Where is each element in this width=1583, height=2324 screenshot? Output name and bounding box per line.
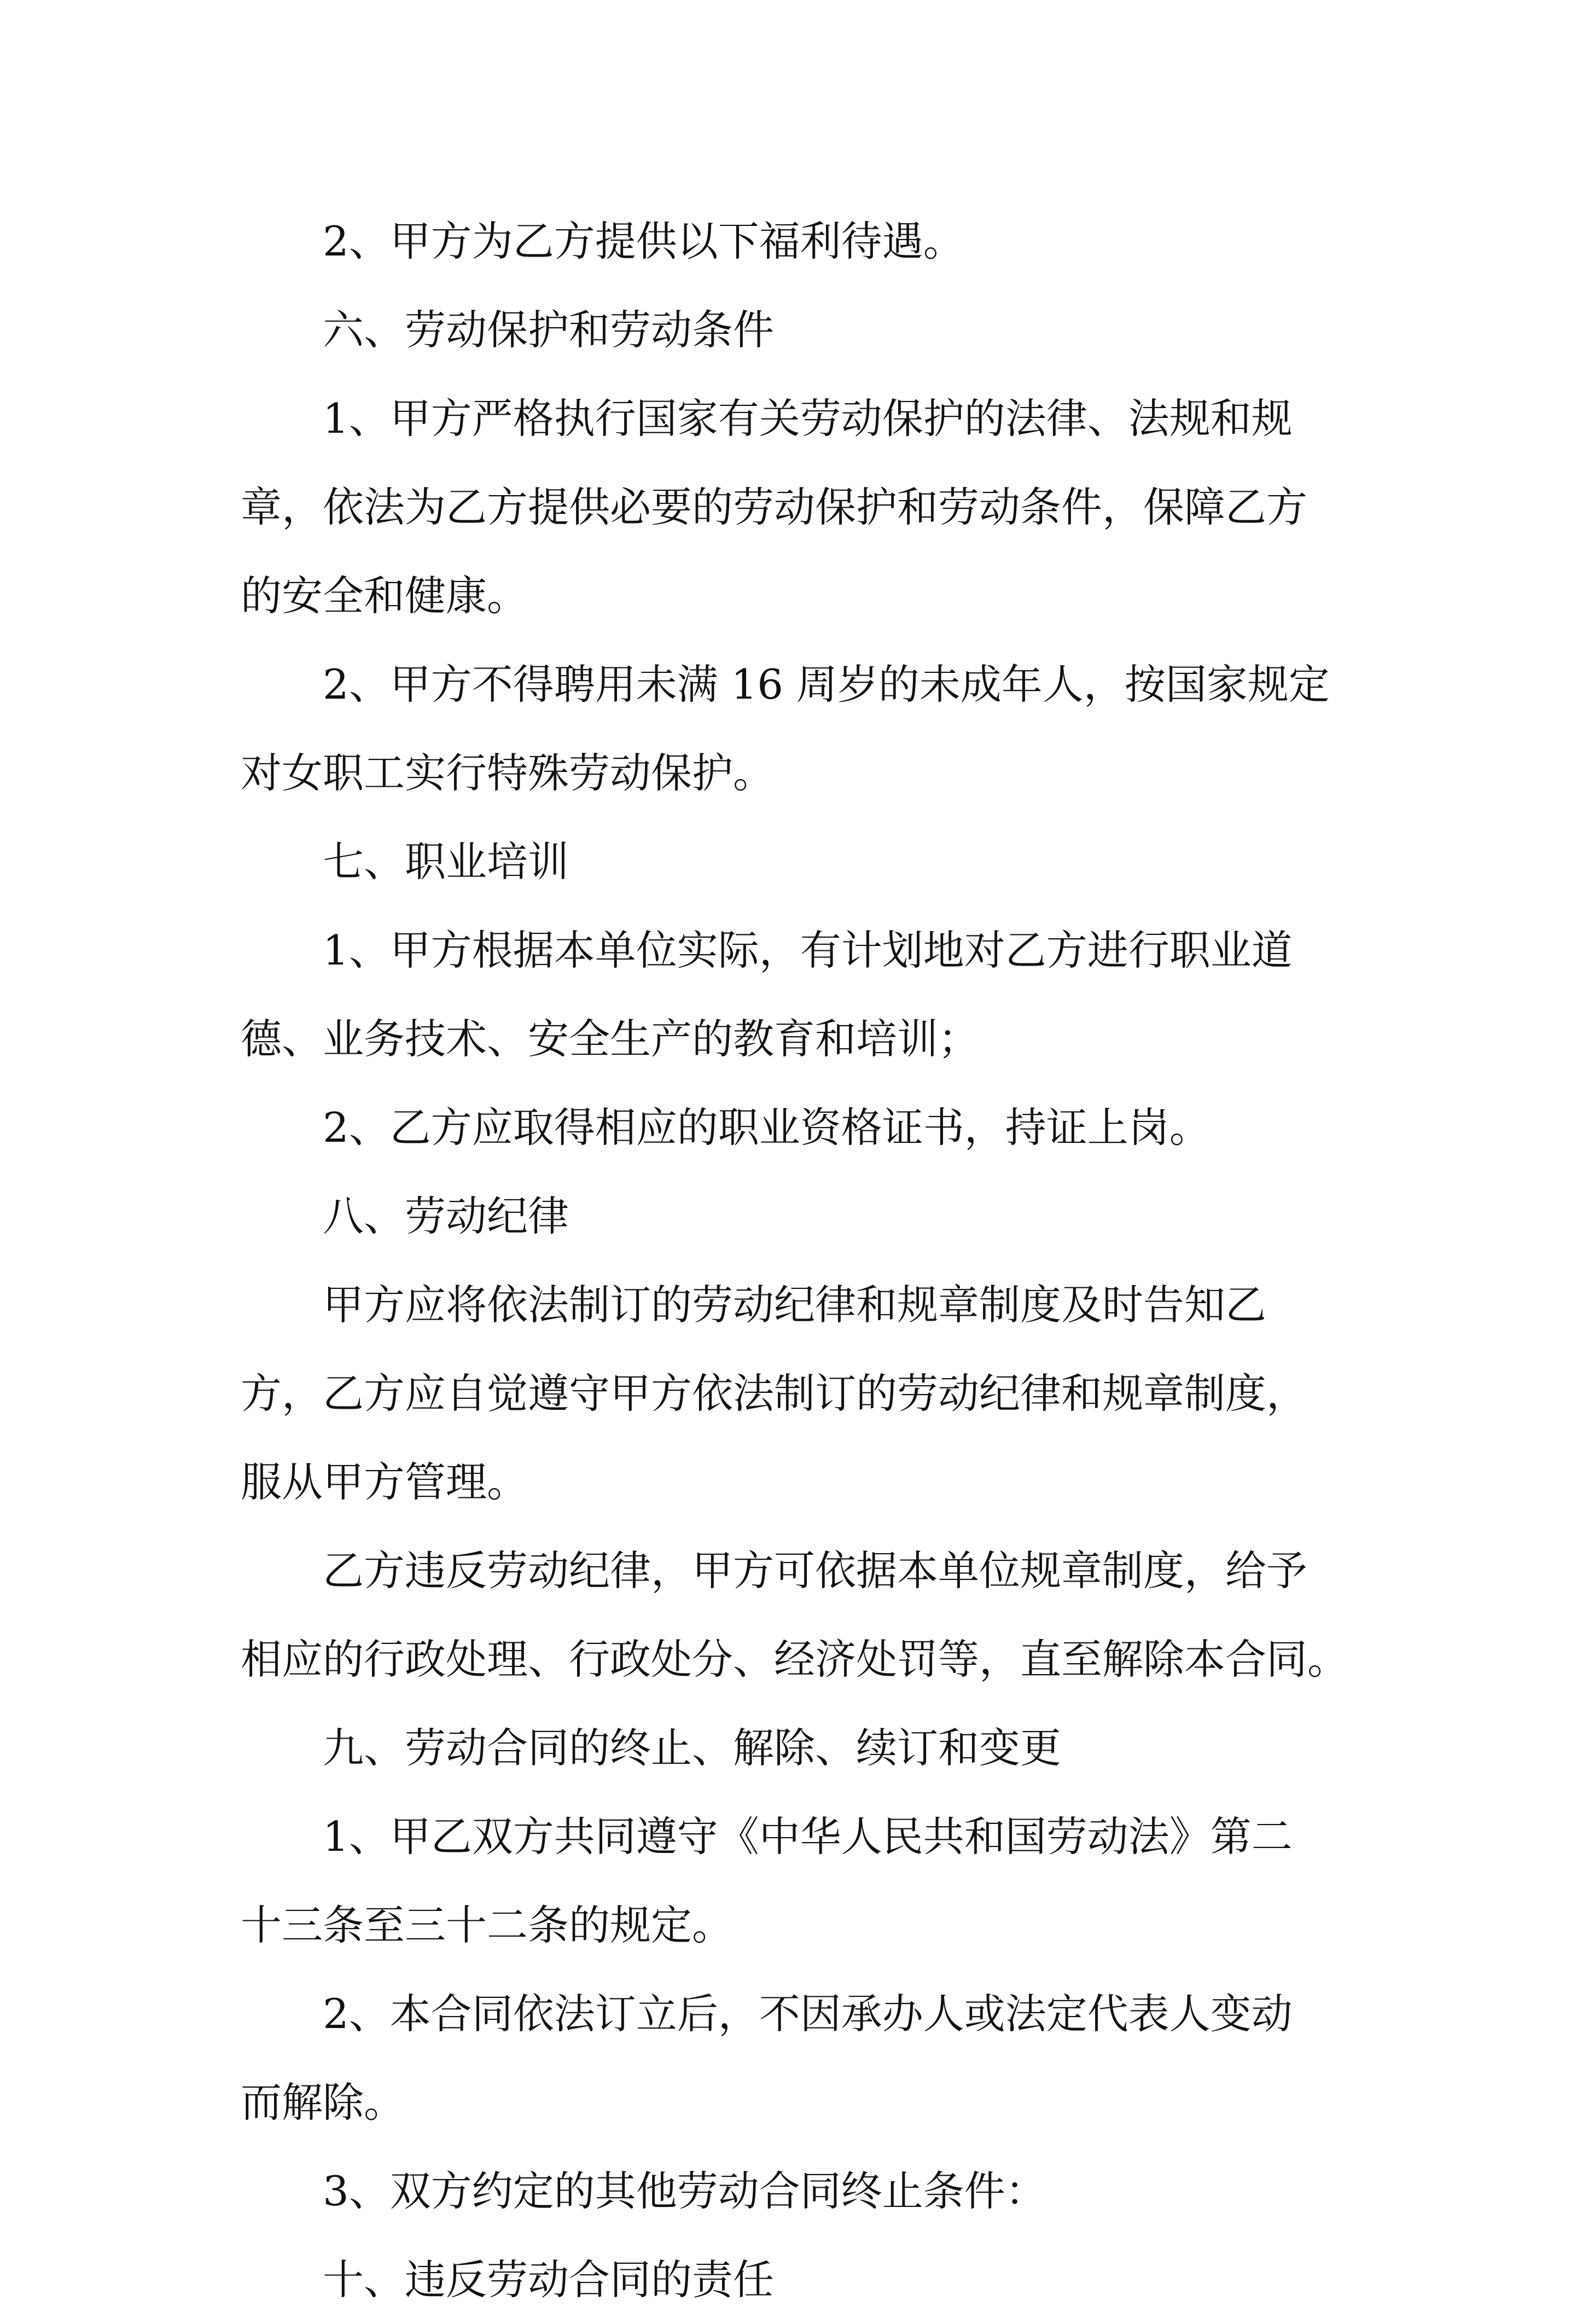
text-line: 德、业务技术、安全生产的教育和培训； [241, 1015, 980, 1063]
heading-section-8 [241, 1172, 1357, 1260]
text-line: 2、甲方不得聘用未满 16 周岁的未成年人，按国家规定 [323, 660, 1330, 708]
heading-section-7 [241, 817, 1357, 906]
text-line: 九、劳动合同的终止、解除、续订和变更 [323, 1724, 1062, 1772]
text-line: 十、违反劳动合同的责任 [323, 2256, 775, 2304]
text-line: 2、乙方应取得相应的职业资格证书，持证上岗。 [323, 1103, 1210, 1152]
paragraph-discipline-1 [241, 1260, 1357, 1526]
text-line: 方，乙方应自觉遵守甲方依法制订的劳动纪律和规章制度， [241, 1369, 1308, 1417]
text-line: 而解除。 [241, 2078, 405, 2127]
text-line: 2、甲方为乙方提供以下福利待遇。 [323, 217, 964, 265]
text-line: 1、甲方严格执行国家有关劳动保护的法律、法规和规 [323, 394, 1293, 443]
text-line: 乙方违反劳动纪律，甲方可依据本单位规章制度，给予 [323, 1547, 1308, 1595]
text-line: 的安全和健康。 [241, 572, 528, 620]
text-line: 1、甲方根据本单位实际，有计划地对乙方进行职业道 [323, 926, 1293, 974]
heading-section-9 [241, 1704, 1357, 1792]
paragraph-welfare [241, 197, 1357, 286]
paragraph-discipline-2 [241, 1526, 1357, 1704]
text-line: 章，依法为乙方提供必要的劳动保护和劳动条件，保障乙方 [241, 483, 1308, 531]
paragraph-termination-3 [241, 2147, 1357, 2235]
text-line: 八、劳动纪律 [323, 1192, 569, 1240]
text-line: 3、双方约定的其他劳动合同终止条件： [323, 2167, 1046, 2215]
text-line: 对女职工实行特殊劳动保护。 [241, 749, 775, 797]
text-line: 2、本合同依法订立后，不因承办人或法定代表人变动 [323, 1990, 1293, 2038]
text-line: 十三条至三十二条的规定。 [241, 1901, 734, 1949]
paragraph-protection-1 [241, 374, 1357, 640]
text-line: 甲方应将依法制订的劳动纪律和规章制度及时告知乙 [323, 1281, 1267, 1329]
text-line: 1、甲乙双方共同遵守《中华人民共和国劳动法》第二 [323, 1812, 1293, 1861]
paragraph-protection-2 [241, 640, 1357, 817]
text-line: 七、职业培训 [323, 838, 569, 886]
paragraph-training-2 [241, 1083, 1357, 1172]
text-line: 六、劳动保护和劳动条件 [323, 306, 775, 354]
text-line: 相应的行政处理、行政处分、经济处罚等，直至解除本合同。 [241, 1635, 1349, 1683]
paragraph-termination-1 [241, 1792, 1357, 1969]
paragraph-termination-2 [241, 1969, 1357, 2147]
document-body [241, 197, 1357, 2324]
heading-section-6 [241, 286, 1357, 374]
heading-section-10 [241, 2235, 1357, 2324]
text-line: 服从甲方管理。 [241, 1458, 528, 1506]
paragraph-training-1 [241, 906, 1357, 1083]
